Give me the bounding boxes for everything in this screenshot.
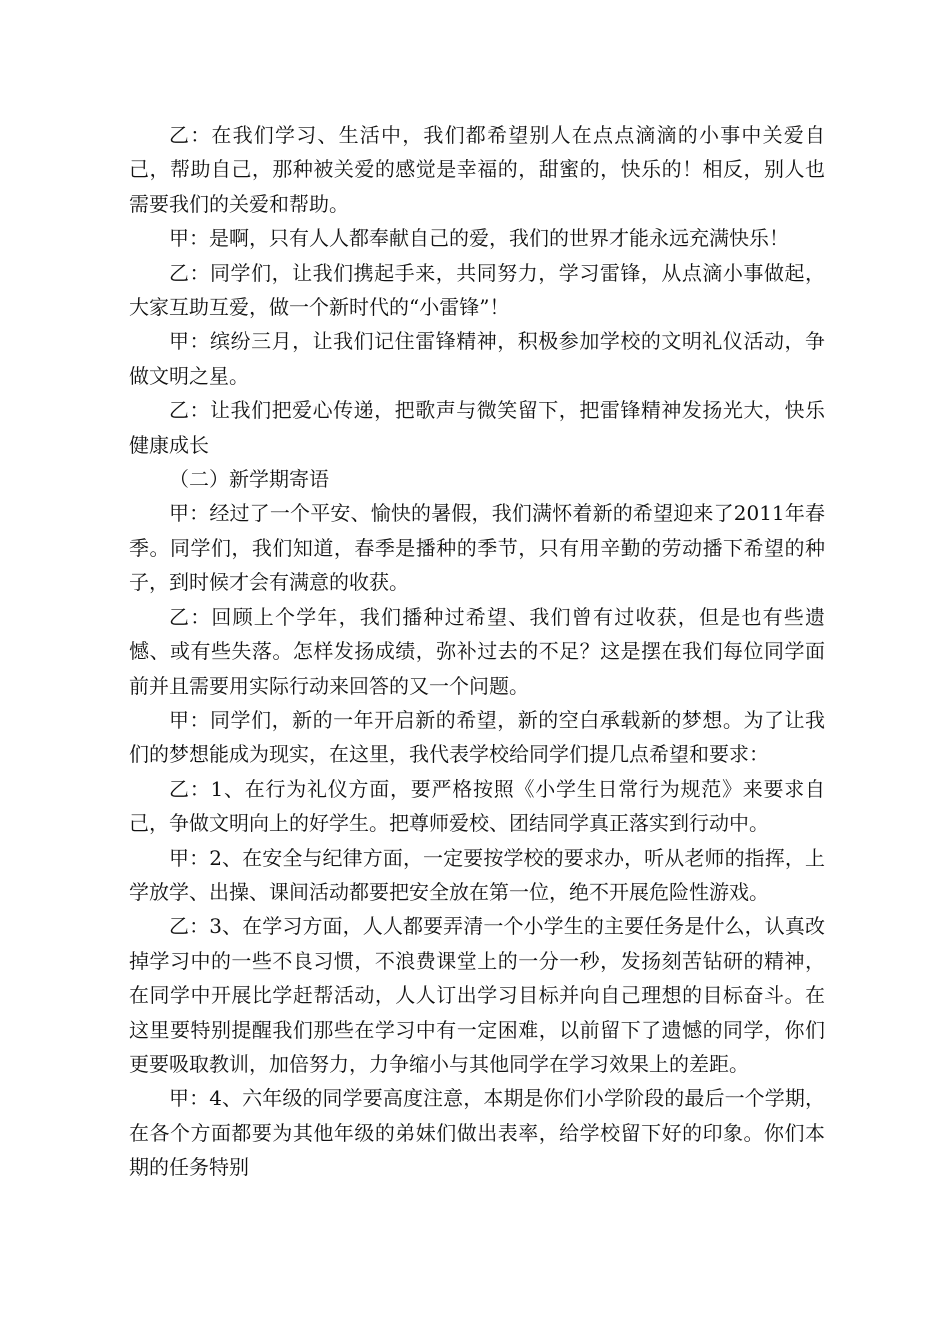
paragraph-2: 甲：是啊，只有人人都奉献自己的爱，我们的世界才能永远充满快乐！ <box>169 226 789 251</box>
paragraph-8: 甲：同学们，新的一年开启新的希望，新的空白承载新的梦想。为了让我们的梦想能成为现实，在这里，我代表学校给同学们提几点希望和要求： <box>129 707 825 767</box>
paragraph-5: 乙：让我们把爱心传递，把歌声与微笑留下，把雷锋精神发扬光大，快乐健康成长 <box>129 398 825 457</box>
paragraph-4: 甲：缤纷三月，让我们记住雷锋精神，积极参加学校的文明礼仪活动，争做文明之星。 <box>129 329 825 388</box>
paragraph-12: 甲：4、六年级的同学要高度注意，本期是你们小学阶段的最后一个学期，在各个方面都要为其他年级的弟妹们做出表率，给学校留下好的印象。你们本期的任务特别 <box>129 1086 825 1180</box>
section-heading: （二）新学期寄语 <box>169 467 329 492</box>
paragraph-6: 甲：经过了一个平安、愉快的暑假，我们满怀着新的希望迎来了2011年春季。同学们，我们知道，春季是播种的季节，只有用辛勤的劳动播下希望的种子，到时候才会有满意的收获。 <box>129 501 825 595</box>
document-page <box>129 118 825 1185</box>
paragraph-10: 甲：2、在安全与纪律方面，一定要按学校的要求办，听从老师的指挥，上学放学、出操、课间活动都要把安全放在第一位，绝不开展危险性游戏。 <box>129 845 825 904</box>
paragraph-3: 乙：同学们，让我们携起手来，共同努力，学习雷锋，从点滴小事做起，大家互助互爱，做一个新时代的“小雷锋”！ <box>129 260 825 320</box>
paragraph-11: 乙：3、在学习方面，人人都要弄清一个小学生的主要任务是什么，认真改掉学习中的一些不良习惯，不浪费课堂上的一分一秒，发扬刻苦钻研的精神，在同学中开展比学赶帮活动，人人订出学习目标并向自己理想的目标奋斗。在这里要特别提醒我们那些在学习中有一定困难，以前留下了遗憾的同学，你们更要吸取教训，加倍努力，力争缩小与其他同学在学习效果上的差距。 <box>129 914 825 1076</box>
paragraph-9: 乙：1、在行为礼仪方面，要严格按照《小学生日常行为规范》来要求自己，争做文明向上的好学生。把尊师爱校、团结同学真正落实到行动中。 <box>129 776 825 836</box>
paragraph-1: 乙：在我们学习、生活中，我们都希望别人在点点滴滴的小事中关爱自己，帮助自己，那种被关爱的感觉是幸福的，甜蜜的，快乐的！相反，别人也需要我们的关爱和帮助。 <box>129 123 825 216</box>
paragraph-7: 乙：回顾上个学年，我们播种过希望、我们曾有过收获，但是也有些遗憾、或有些失落。怎样发扬成绩，弥补过去的不足？这是摆在我们每位同学面前并且需要用实际行动来回答的又一个问题。 <box>129 604 825 698</box>
